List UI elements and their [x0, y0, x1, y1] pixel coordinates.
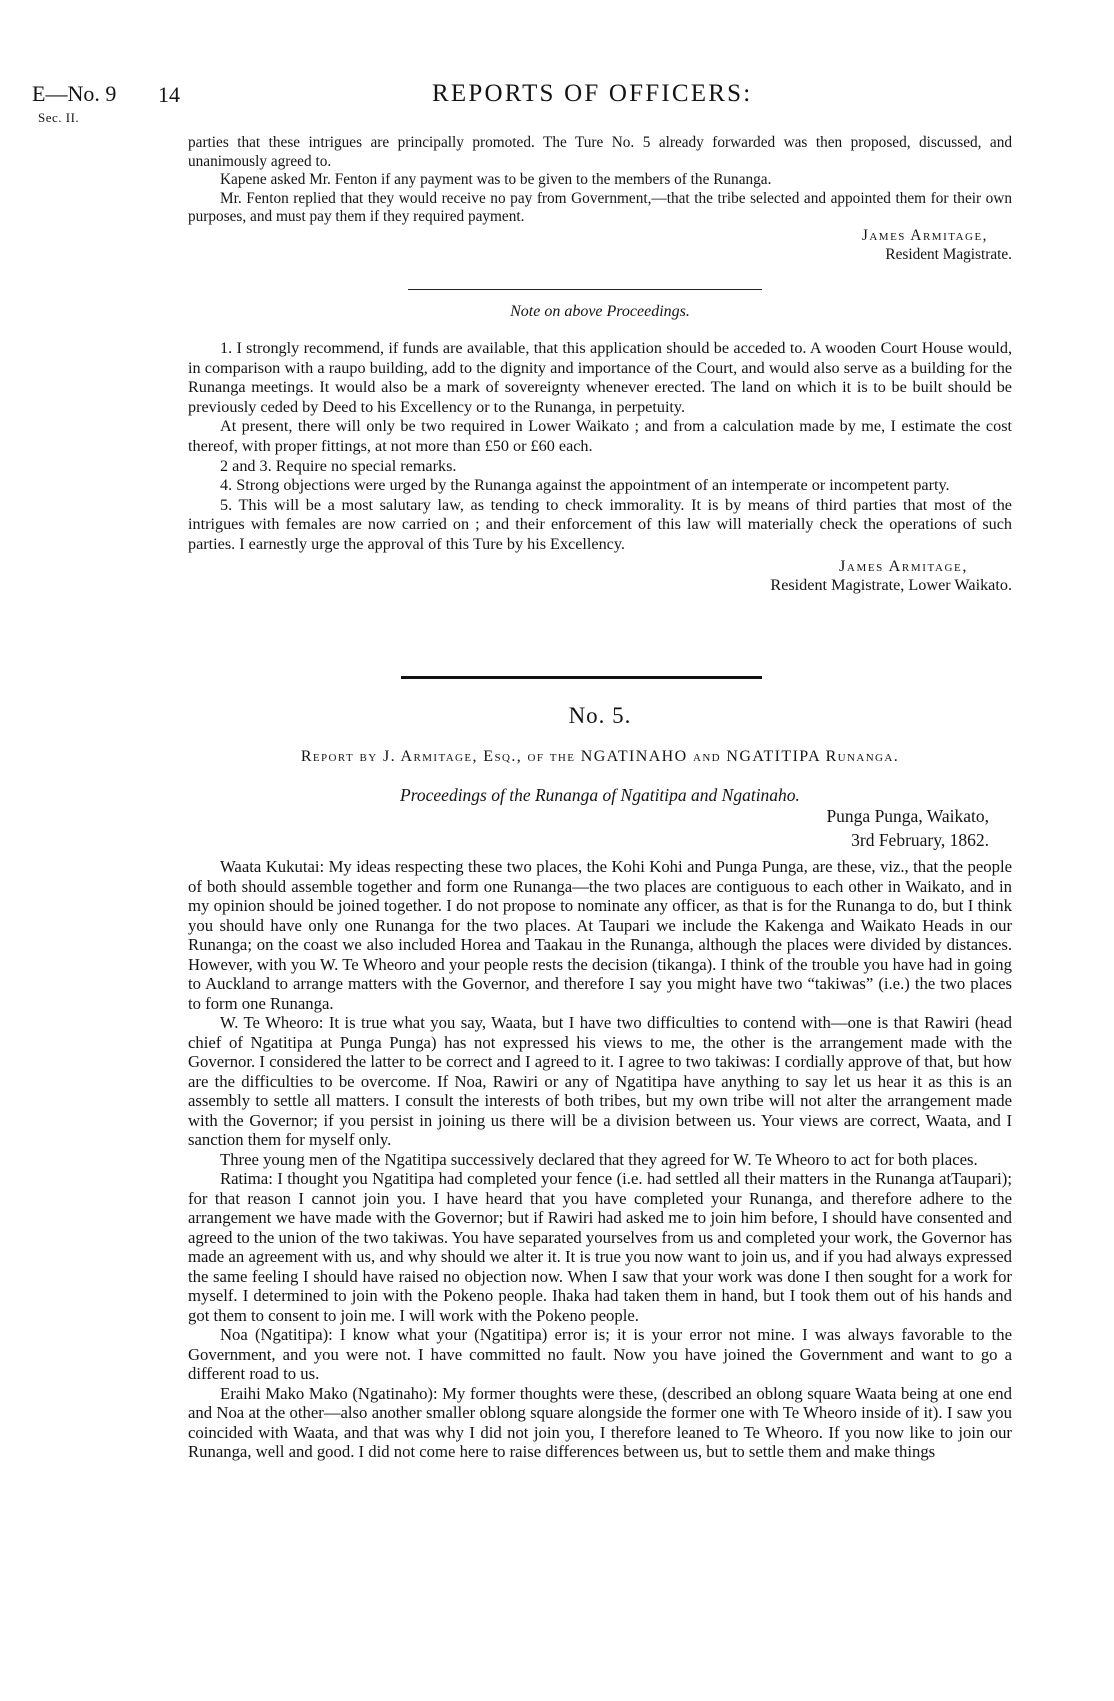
- body-paragraph: Three young men of the Ngatitipa successively declared that they agreed for W. Te Wheoro to act for both places.: [220, 1149, 978, 1169]
- body-paragraph: Ratima: I thought you Ngatitipa had completed your fence (i.e. had settled all their matters in the Runanga atTaupari); for that reason I cannot join you. I have heard that you have completed your Runanga, and therefore adhere to the arrangement we have made with the Governor; but if Rawiri had asked me to join him before, I should have consented and agreed to the union of the two takiwas. You have separated yourselves from us and completed your work, the Governor has made an agreement with us, and why should we alter it. It is true you now want to join us, and if you had always expressed the same feeling I should have raised no objection now. When I saw that your work was done I then sought for a work for myself. I determined to join with the Pokeno people. Ihaka had taken them in hand, but I took them out of his hands and got them to consent to join me. I will work with the Pokeno people.: [188, 1169, 1012, 1325]
- paragraph: Kapene asked Mr. Fenton if any payment was to be given to the members of the Runanga.: [220, 171, 772, 189]
- report-title: Report by J. Armitage, Esq., of the NGATINAHO and NGATITIPA Runanga.: [300, 748, 900, 765]
- place-line: Punga Punga, Waikato,: [826, 806, 989, 826]
- document-number: E—No. 9: [32, 81, 117, 106]
- body-paragraph: Noa (Ngatitipa): I know what your (Ngatitipa) error is; it is your error not mine. I was always favorable to the Government, and you were not. I have committed no fault. Now you have joined the Government and want to go a different road to us.: [188, 1325, 1012, 1383]
- proceedings-title: Proceedings of the Runanga of Ngatitipa and Ngatinaho.: [400, 785, 800, 805]
- divider-rule: [408, 289, 762, 290]
- signature-title: Resident Magistrate.: [885, 245, 1012, 263]
- top-block: [188, 134, 1012, 264]
- signature-title: Resident Magistrate, Lower Waikato.: [770, 576, 1012, 595]
- running-title: REPORTS OF OFFICERS:: [432, 80, 753, 107]
- main-body: [188, 857, 1012, 1462]
- note-paragraph: 1. I strongly recommend, if funds are available, that this application should be acceded to. A wooden Court House would, in comparison with a raupo building, add to the dignity and importance of the Court, and would also serve as a building for the Runanga meetings. It would also be a mark of sovereignty whenever erected. The land on which it is to be built should be previously ceded by Deed to his Excellency or to the Runanga, in perpetuity.: [188, 339, 1012, 416]
- note-block: [188, 339, 1012, 596]
- section-number: No. 5.: [568, 703, 632, 728]
- note-paragraph: 4. Strong objections were urged by the Runanga against the appointment of an intemperate or incompetent party.: [220, 476, 950, 495]
- note-paragraph: 5. This will be a most salutary law, as tending to check immorality. It is by means of third parties that most of the intrigues with females are now carried on ; and their enforcement of this law will materially check the operations of such parties. I earnestly urge the approval of this Ture by his Excellency.: [188, 495, 1012, 553]
- section-divider: [401, 676, 762, 679]
- note-paragraph: 2 and 3. Require no special remarks.: [220, 456, 457, 475]
- body-paragraph: W. Te Wheoro: It is true what you say, Waata, but I have two difficulties to contend with—one is that Rawiri (head chief of Ngatitipa at Punga Punga) has not expressed his views to me, the other is the arrangement made with the Governor. I considered the latter to be correct and I agreed to it. I agree to two takiwas: I cordially approve of that, but how are the difficulties to be overcome. If Noa, Rawiri or any of Ngatitipa have anything to say let us hear it as this is an assembly to settle all matters. I consult the interests of both tribes, but my own tribe will not alter the arrangement made with the Governor; if you persist in joining us there will be a division between us. Your views are correct, Waata, and I sanction them for myself only.: [188, 1013, 1012, 1149]
- date-line: 3rd February, 1862.: [851, 830, 989, 850]
- paragraph: parties that these intrigues are principally promoted. The Ture No. 5 already forwarded was then proposed, discussed, and unanimously agreed to.: [188, 134, 1012, 170]
- note-heading: Note on above Proceedings.: [510, 303, 690, 320]
- signature-name: James Armitage,: [839, 556, 968, 575]
- body-paragraph: Eraihi Mako Mako (Ngatinaho): My former thoughts were these, (described an oblong square Waata being at one end and Noa at the other—also another smaller oblong square alongside the former one with Te Wheoro inside of it). I saw you coincided with Waata, and that was why I did not join you, I therefore leaned to Te Wheoro. If you now like to join our Runanga, well and good. I did not come here to raise differences between us, but to settle them and make things: [188, 1383, 1012, 1461]
- section-label: Sec. II.: [38, 110, 80, 125]
- paragraph: Mr. Fenton replied that they would receive no pay from Government,—that the tribe selected and appointed them for their own purposes, and must pay them if they required payment.: [188, 189, 1012, 226]
- note-paragraph: At present, there will only be two required in Lower Waikato ; and from a calculation made by me, I estimate the cost thereof, with proper fittings, at not more than £50 or £60 each.: [188, 417, 1012, 455]
- page-number: 14: [158, 82, 180, 107]
- signature-name: James Armitage,: [861, 226, 988, 244]
- body-paragraph: Waata Kukutai: My ideas respecting these two places, the Kohi Kohi and Punga Punga, are these, viz., that the people of both should assemble together and form one Runanga—the two places are contiguous to each other in Waikato, and in my opinion should be joined together. I do not propose to nominate any officer, as that is for the Runanga to do, but I think you should have only one Runanga for the two places. At Taupari we include the Kakenga and Waikato Heads in our Runanga; on the coast we also included Horea and Taakau in the Runanga, although the places were divided by distances. However, with you W. Te Wheoro and your people rests the decision (tikanga). I think of the trouble you have had in going to Auckland to arrange matters with the Governor, and therefore I say you might have two “takiwas” (i.e.) the two places to form one Runanga.: [188, 857, 1012, 1013]
